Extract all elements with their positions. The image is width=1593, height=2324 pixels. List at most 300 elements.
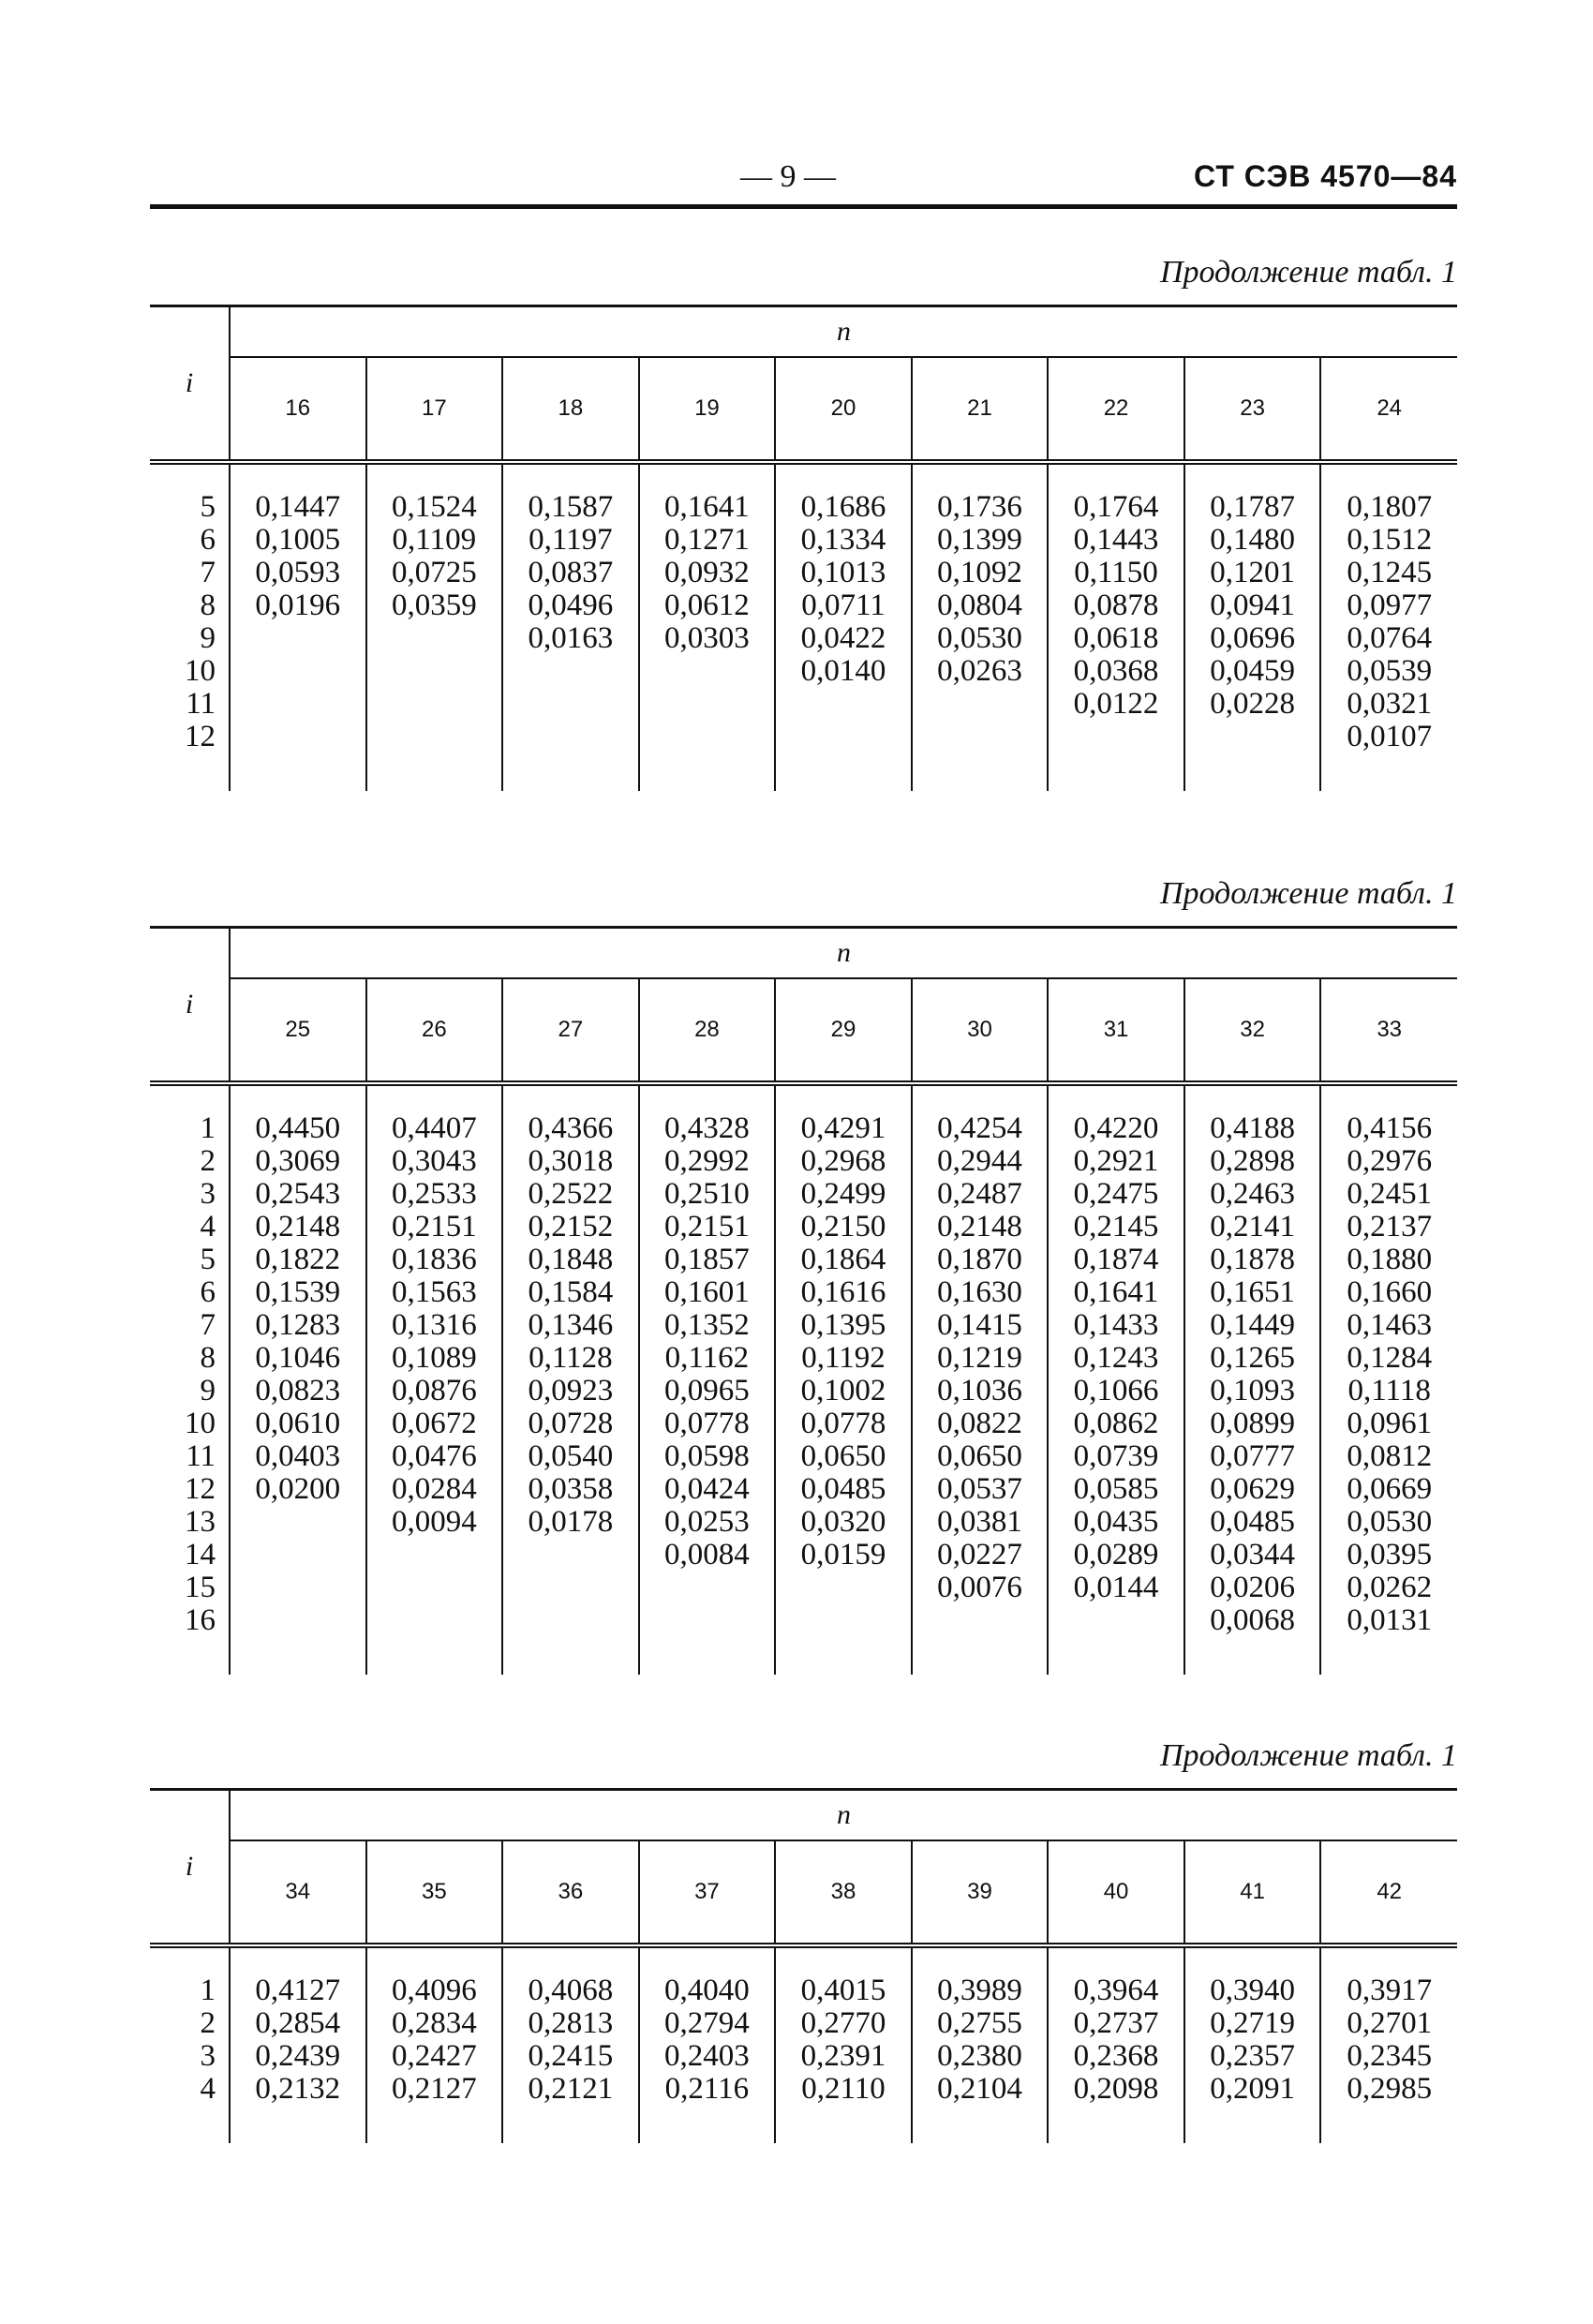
row-index-cell: 2 bbox=[200, 2006, 216, 2040]
value-cell: 0,1002 bbox=[775, 1375, 912, 1408]
value-cell: 0,2357 bbox=[1184, 2040, 1321, 2073]
value-cell: 0,0837 bbox=[502, 557, 639, 589]
value-cell: 0,0823 bbox=[230, 1375, 366, 1408]
row-index-cell: 1 bbox=[150, 1945, 230, 2007]
value-cell: 0,2150 bbox=[775, 1211, 912, 1244]
value-cell bbox=[366, 622, 503, 655]
value-cell: 0,1399 bbox=[912, 524, 1049, 557]
value-cell: 0,0303 bbox=[639, 622, 776, 655]
value-cell: 0,0977 bbox=[1320, 589, 1457, 622]
value-cell: 0,2968 bbox=[775, 1145, 912, 1178]
table-block bbox=[150, 926, 1457, 1675]
value-cell: 0,2543 bbox=[230, 1178, 366, 1211]
table-caption: Продолжение табл. 1 bbox=[1159, 255, 1457, 290]
value-cell bbox=[1048, 721, 1184, 791]
row-index-cell: 1 bbox=[150, 1083, 230, 1145]
value-cell: 0,0122 bbox=[1048, 688, 1184, 721]
value-cell: 0,0228 bbox=[1184, 688, 1321, 721]
value-cell: 0,0422 bbox=[775, 622, 912, 655]
value-cell: 0,0107 bbox=[1320, 721, 1457, 791]
value-cell: 0,0612 bbox=[639, 589, 776, 622]
row-label-header: i bbox=[150, 1790, 230, 1946]
data-table bbox=[150, 305, 1457, 791]
value-cell: 0,0650 bbox=[775, 1440, 912, 1473]
value-cell: 0,3940 bbox=[1184, 1945, 1321, 2007]
value-cell: 0,2770 bbox=[775, 2007, 912, 2040]
value-cell: 0,0540 bbox=[502, 1440, 639, 1473]
value-cell: 0,0593 bbox=[230, 557, 366, 589]
table-row bbox=[150, 2073, 1457, 2143]
value-cell: 0,1764 bbox=[1048, 462, 1184, 524]
value-cell: 0,0178 bbox=[502, 1506, 639, 1539]
value-cell: 0,1265 bbox=[1184, 1342, 1321, 1375]
table-row bbox=[150, 1440, 1457, 1473]
value-cell: 0,2145 bbox=[1048, 1211, 1184, 1244]
value-cell: 0,1864 bbox=[775, 1244, 912, 1276]
value-cell bbox=[775, 721, 912, 791]
value-cell bbox=[366, 1604, 503, 1675]
value-cell bbox=[502, 655, 639, 688]
value-cell: 0,0778 bbox=[775, 1408, 912, 1440]
value-cell: 0,1197 bbox=[502, 524, 639, 557]
value-cell bbox=[230, 1539, 366, 1572]
value-cell: 0,0530 bbox=[912, 622, 1049, 655]
table-row bbox=[150, 462, 1457, 524]
table-row bbox=[150, 655, 1457, 688]
value-cell bbox=[912, 721, 1049, 791]
value-cell: 0,0539 bbox=[1320, 655, 1457, 688]
value-cell: 0,1066 bbox=[1048, 1375, 1184, 1408]
value-cell: 0,3917 bbox=[1320, 1945, 1457, 2007]
value-cell: 0,0739 bbox=[1048, 1440, 1184, 1473]
table-row bbox=[150, 622, 1457, 655]
value-cell: 0,0403 bbox=[230, 1440, 366, 1473]
value-cell: 0,0899 bbox=[1184, 1408, 1321, 1440]
value-cell: 0,0878 bbox=[1048, 589, 1184, 622]
value-cell: 0,1128 bbox=[502, 1342, 639, 1375]
table-row bbox=[150, 1083, 1457, 1145]
value-cell: 0,0196 bbox=[230, 589, 366, 622]
column-header: 18 bbox=[502, 357, 639, 462]
value-cell bbox=[639, 721, 776, 791]
value-cell: 0,0435 bbox=[1048, 1506, 1184, 1539]
table-row bbox=[150, 1309, 1457, 1342]
value-cell: 0,1857 bbox=[639, 1244, 776, 1276]
value-cell: 0,1092 bbox=[912, 557, 1049, 589]
value-cell: 0,0764 bbox=[1320, 622, 1457, 655]
table-row bbox=[150, 1604, 1457, 1675]
value-cell: 0,1447 bbox=[230, 462, 366, 524]
value-cell bbox=[775, 688, 912, 721]
value-cell: 0,4366 bbox=[502, 1083, 639, 1145]
value-cell: 0,2116 bbox=[639, 2073, 776, 2143]
value-cell: 0,2701 bbox=[1320, 2007, 1457, 2040]
row-index-cell: 10 bbox=[185, 1407, 216, 1440]
column-header: 32 bbox=[1184, 978, 1321, 1083]
table-row bbox=[150, 1408, 1457, 1440]
row-index-cell: 8 bbox=[200, 1341, 216, 1375]
value-cell: 0,0263 bbox=[912, 655, 1049, 688]
value-cell: 0,0669 bbox=[1320, 1473, 1457, 1506]
value-cell bbox=[502, 1572, 639, 1604]
value-cell bbox=[639, 655, 776, 688]
column-header: 29 bbox=[775, 978, 912, 1083]
value-cell: 0,0262 bbox=[1320, 1572, 1457, 1604]
value-cell: 0,0923 bbox=[502, 1375, 639, 1408]
value-cell: 0,0941 bbox=[1184, 589, 1321, 622]
value-cell: 0,2487 bbox=[912, 1178, 1049, 1211]
value-cell: 0,0368 bbox=[1048, 655, 1184, 688]
value-cell bbox=[639, 688, 776, 721]
table-caption: Продолжение табл. 1 bbox=[1159, 1738, 1457, 1773]
column-group-header: n bbox=[230, 306, 1457, 358]
value-cell: 0,1601 bbox=[639, 1276, 776, 1309]
value-cell: 0,0253 bbox=[639, 1506, 776, 1539]
value-cell: 0,0822 bbox=[912, 1408, 1049, 1440]
value-cell: 0,2854 bbox=[230, 2007, 366, 2040]
value-cell: 0,0206 bbox=[1184, 1572, 1321, 1604]
column-header: 17 bbox=[366, 357, 503, 462]
value-cell: 0,0144 bbox=[1048, 1572, 1184, 1604]
value-cell: 0,0459 bbox=[1184, 655, 1321, 688]
column-header: 34 bbox=[285, 1879, 311, 1904]
value-cell bbox=[366, 655, 503, 688]
row-index-cell: 5 bbox=[150, 462, 230, 524]
value-cell: 0,2921 bbox=[1048, 1145, 1184, 1178]
column-header: 36 bbox=[502, 1840, 639, 1945]
column-header: 26 bbox=[366, 978, 503, 1083]
value-cell: 0,2834 bbox=[366, 2007, 503, 2040]
value-cell: 0,2141 bbox=[1184, 1211, 1321, 1244]
column-header-row bbox=[150, 1840, 1457, 1945]
value-cell: 0,0728 bbox=[502, 1408, 639, 1440]
column-group-header: n bbox=[230, 928, 1457, 979]
value-cell: 0,1736 bbox=[912, 462, 1049, 524]
value-cell: 0,2127 bbox=[366, 2073, 503, 2143]
value-cell: 0,1584 bbox=[502, 1276, 639, 1309]
value-cell: 0,4450 bbox=[230, 1083, 366, 1145]
row-index-cell: 2 bbox=[200, 1144, 216, 1178]
value-cell: 0,0084 bbox=[639, 1539, 776, 1572]
value-cell: 0,1443 bbox=[1048, 524, 1184, 557]
column-header: 19 bbox=[639, 357, 776, 462]
table-row bbox=[150, 2007, 1457, 2040]
row-index-cell: 9 bbox=[200, 621, 216, 655]
value-cell: 0,2151 bbox=[639, 1211, 776, 1244]
row-label-header: i bbox=[150, 928, 230, 1084]
row-index-cell: 6 bbox=[200, 1275, 216, 1309]
column-header: 23 bbox=[1184, 357, 1321, 462]
value-cell: 0,2427 bbox=[366, 2040, 503, 2073]
value-cell: 0,0965 bbox=[639, 1375, 776, 1408]
table-row bbox=[150, 1375, 1457, 1408]
value-cell: 0,1480 bbox=[1184, 524, 1321, 557]
value-cell: 0,3043 bbox=[366, 1145, 503, 1178]
column-header: 31 bbox=[1048, 978, 1184, 1083]
table-row bbox=[150, 1506, 1457, 1539]
value-cell: 0,1271 bbox=[639, 524, 776, 557]
value-cell: 0,0395 bbox=[1320, 1539, 1457, 1572]
row-index-cell: 16 bbox=[185, 1603, 216, 1637]
value-cell: 0,0725 bbox=[366, 557, 503, 589]
value-cell: 0,3989 bbox=[912, 1945, 1049, 2007]
table-row bbox=[150, 688, 1457, 721]
value-cell: 0,2345 bbox=[1320, 2040, 1457, 2073]
value-cell: 0,2098 bbox=[1048, 2073, 1184, 2143]
column-header: 22 bbox=[1048, 357, 1184, 462]
table-row bbox=[150, 1244, 1457, 1276]
row-index-cell: 12 bbox=[185, 1472, 216, 1506]
value-cell: 0,0076 bbox=[912, 1572, 1049, 1604]
value-cell: 0,3964 bbox=[1048, 1945, 1184, 2007]
value-cell: 0,2719 bbox=[1184, 2007, 1321, 2040]
value-cell: 0,0476 bbox=[366, 1440, 503, 1473]
value-cell: 0,1433 bbox=[1048, 1309, 1184, 1342]
value-cell bbox=[639, 1572, 776, 1604]
value-cell: 0,1089 bbox=[366, 1342, 503, 1375]
value-cell: 0,0094 bbox=[366, 1506, 503, 1539]
value-cell: 0,1109 bbox=[366, 524, 503, 557]
row-index-cell: 15 bbox=[185, 1571, 216, 1604]
data-table bbox=[150, 1788, 1457, 2143]
column-header: 38 bbox=[775, 1840, 912, 1945]
value-cell: 0,1046 bbox=[230, 1342, 366, 1375]
value-cell: 0,1848 bbox=[502, 1244, 639, 1276]
value-cell: 0,1346 bbox=[502, 1309, 639, 1342]
column-header: 42 bbox=[1320, 1840, 1457, 1945]
value-cell: 0,1660 bbox=[1320, 1276, 1457, 1309]
value-cell: 0,0358 bbox=[502, 1473, 639, 1506]
value-cell: 0,2499 bbox=[775, 1178, 912, 1211]
header-rule bbox=[150, 204, 1457, 209]
value-cell: 0,0289 bbox=[1048, 1539, 1184, 1572]
value-cell: 0,2755 bbox=[912, 2007, 1049, 2040]
column-header: 24 bbox=[1320, 357, 1457, 462]
value-cell: 0,1616 bbox=[775, 1276, 912, 1309]
value-cell: 0,4127 bbox=[230, 1945, 366, 2007]
row-index-cell: 5 bbox=[200, 1243, 216, 1276]
value-cell: 0,1013 bbox=[775, 557, 912, 589]
value-cell: 0,2944 bbox=[912, 1145, 1049, 1178]
value-cell: 0,1807 bbox=[1320, 462, 1457, 524]
value-cell: 0,1563 bbox=[366, 1276, 503, 1309]
value-cell: 0,2148 bbox=[912, 1211, 1049, 1244]
value-cell: 0,2451 bbox=[1320, 1178, 1457, 1211]
document-code: СТ СЭВ 4570—84 bbox=[1194, 159, 1457, 193]
value-cell: 0,1641 bbox=[1048, 1276, 1184, 1309]
value-cell: 0,2148 bbox=[230, 1211, 366, 1244]
table-row bbox=[150, 1473, 1457, 1506]
value-cell: 0,0610 bbox=[230, 1408, 366, 1440]
value-cell: 0,0812 bbox=[1320, 1440, 1457, 1473]
column-header: 20 bbox=[775, 357, 912, 462]
value-cell: 0,3069 bbox=[230, 1145, 366, 1178]
row-index-cell: 3 bbox=[200, 2039, 216, 2073]
value-cell bbox=[230, 622, 366, 655]
value-cell: 0,0424 bbox=[639, 1473, 776, 1506]
column-header-row bbox=[150, 357, 1457, 462]
value-cell: 0,2898 bbox=[1184, 1145, 1321, 1178]
column-header: 37 bbox=[639, 1840, 776, 1945]
value-cell bbox=[366, 1539, 503, 1572]
value-cell: 0,0284 bbox=[366, 1473, 503, 1506]
value-cell: 0,2415 bbox=[502, 2040, 639, 2073]
value-cell bbox=[775, 1572, 912, 1604]
table-row bbox=[150, 557, 1457, 589]
value-cell: 0,4188 bbox=[1184, 1083, 1321, 1145]
value-cell: 0,3018 bbox=[502, 1145, 639, 1178]
column-header: 16 bbox=[285, 395, 311, 421]
row-index-cell: 9 bbox=[200, 1374, 216, 1408]
value-cell: 0,1630 bbox=[912, 1276, 1049, 1309]
row-index-cell: 12 bbox=[185, 720, 216, 753]
value-cell: 0,2976 bbox=[1320, 1145, 1457, 1178]
value-cell bbox=[366, 688, 503, 721]
value-cell: 0,1036 bbox=[912, 1375, 1049, 1408]
value-cell: 0,1283 bbox=[230, 1309, 366, 1342]
row-index-cell: 4 bbox=[200, 2072, 216, 2106]
value-cell: 0,1641 bbox=[639, 462, 776, 524]
value-cell: 0,0804 bbox=[912, 589, 1049, 622]
value-cell: 0,1836 bbox=[366, 1244, 503, 1276]
value-cell: 0,1093 bbox=[1184, 1375, 1321, 1408]
value-cell: 0,0862 bbox=[1048, 1408, 1184, 1440]
row-index-cell: 11 bbox=[186, 687, 216, 721]
value-cell: 0,2368 bbox=[1048, 2040, 1184, 2073]
row-index-cell: 6 bbox=[200, 523, 216, 557]
value-cell: 0,1539 bbox=[230, 1276, 366, 1309]
value-cell bbox=[230, 688, 366, 721]
value-cell: 0,1449 bbox=[1184, 1309, 1321, 1342]
table-row bbox=[150, 1342, 1457, 1375]
value-cell: 0,0496 bbox=[502, 589, 639, 622]
value-cell bbox=[1184, 721, 1321, 791]
value-cell: 0,0163 bbox=[502, 622, 639, 655]
value-cell: 0,1316 bbox=[366, 1309, 503, 1342]
value-cell: 0,2463 bbox=[1184, 1178, 1321, 1211]
value-cell bbox=[230, 655, 366, 688]
value-cell: 0,0629 bbox=[1184, 1473, 1321, 1506]
column-header: 33 bbox=[1320, 978, 1457, 1083]
value-cell: 0,1512 bbox=[1320, 524, 1457, 557]
value-cell: 0,1005 bbox=[230, 524, 366, 557]
column-group-header: n bbox=[230, 1790, 1457, 1841]
value-cell bbox=[912, 1604, 1049, 1675]
table-row bbox=[150, 721, 1457, 791]
value-cell: 0,0227 bbox=[912, 1539, 1049, 1572]
table-row bbox=[150, 1145, 1457, 1178]
value-cell: 0,0777 bbox=[1184, 1440, 1321, 1473]
value-cell: 0,0618 bbox=[1048, 622, 1184, 655]
table-row bbox=[150, 1572, 1457, 1604]
value-cell: 0,1118 bbox=[1320, 1375, 1457, 1408]
column-header: 35 bbox=[366, 1840, 503, 1945]
value-cell: 0,1245 bbox=[1320, 557, 1457, 589]
value-cell bbox=[502, 1604, 639, 1675]
value-cell: 0,4407 bbox=[366, 1083, 503, 1145]
value-cell: 0,0876 bbox=[366, 1375, 503, 1408]
value-cell bbox=[366, 721, 503, 791]
table-row bbox=[150, 2040, 1457, 2073]
value-cell: 0,0696 bbox=[1184, 622, 1321, 655]
value-cell: 0,1334 bbox=[775, 524, 912, 557]
value-cell: 0,2533 bbox=[366, 1178, 503, 1211]
value-cell: 0,2992 bbox=[639, 1145, 776, 1178]
value-cell: 0,2985 bbox=[1320, 2073, 1457, 2143]
value-cell: 0,0140 bbox=[775, 655, 912, 688]
value-cell: 0,1395 bbox=[775, 1309, 912, 1342]
value-cell: 0,4254 bbox=[912, 1083, 1049, 1145]
value-cell: 0,0530 bbox=[1320, 1506, 1457, 1539]
value-cell: 0,4328 bbox=[639, 1083, 776, 1145]
value-cell: 0,2132 bbox=[230, 2073, 366, 2143]
table-row bbox=[150, 1178, 1457, 1211]
row-label-header: i bbox=[150, 306, 230, 463]
table-block bbox=[150, 305, 1457, 791]
value-cell: 0,1878 bbox=[1184, 1244, 1321, 1276]
value-cell bbox=[502, 688, 639, 721]
value-cell: 0,1686 bbox=[775, 462, 912, 524]
value-cell: 0,1243 bbox=[1048, 1342, 1184, 1375]
value-cell: 0,0159 bbox=[775, 1539, 912, 1572]
value-cell: 0,0778 bbox=[639, 1408, 776, 1440]
value-cell: 0,1524 bbox=[366, 462, 503, 524]
value-cell: 0,4040 bbox=[639, 1945, 776, 2007]
value-cell: 0,1192 bbox=[775, 1342, 912, 1375]
table-row bbox=[150, 1945, 1457, 2007]
value-cell: 0,2522 bbox=[502, 1178, 639, 1211]
row-index-cell: 4 bbox=[200, 1210, 216, 1244]
value-cell: 0,2391 bbox=[775, 2040, 912, 2073]
table-caption: Продолжение табл. 1 bbox=[1159, 876, 1457, 911]
value-cell: 0,1787 bbox=[1184, 462, 1321, 524]
column-header: 25 bbox=[285, 1017, 311, 1042]
value-cell: 0,2439 bbox=[230, 2040, 366, 2073]
value-cell: 0,2137 bbox=[1320, 1211, 1457, 1244]
value-cell bbox=[366, 1572, 503, 1604]
value-cell: 0,4291 bbox=[775, 1083, 912, 1145]
row-index-cell: 8 bbox=[200, 588, 216, 622]
value-cell: 0,2737 bbox=[1048, 2007, 1184, 2040]
value-cell bbox=[502, 721, 639, 791]
page-header bbox=[150, 150, 1457, 206]
value-cell: 0,4156 bbox=[1320, 1083, 1457, 1145]
value-cell: 0,2510 bbox=[639, 1178, 776, 1211]
value-cell: 0,0321 bbox=[1320, 688, 1457, 721]
value-cell bbox=[775, 1604, 912, 1675]
value-cell: 0,1284 bbox=[1320, 1342, 1457, 1375]
value-cell: 0,0381 bbox=[912, 1506, 1049, 1539]
value-cell: 0,2110 bbox=[775, 2073, 912, 2143]
value-cell bbox=[230, 1506, 366, 1539]
value-cell bbox=[1048, 1604, 1184, 1675]
row-index-cell: 14 bbox=[185, 1538, 216, 1572]
value-cell: 0,4220 bbox=[1048, 1083, 1184, 1145]
value-cell: 0,2151 bbox=[366, 1211, 503, 1244]
column-header: 27 bbox=[502, 978, 639, 1083]
value-cell: 0,0068 bbox=[1184, 1604, 1321, 1675]
value-cell: 0,1162 bbox=[639, 1342, 776, 1375]
value-cell bbox=[502, 1539, 639, 1572]
table-row bbox=[150, 524, 1457, 557]
value-cell: 0,1880 bbox=[1320, 1244, 1457, 1276]
value-cell: 0,1219 bbox=[912, 1342, 1049, 1375]
value-cell: 0,1870 bbox=[912, 1244, 1049, 1276]
value-cell: 0,0672 bbox=[366, 1408, 503, 1440]
value-cell: 0,4015 bbox=[775, 1945, 912, 2007]
value-cell: 0,2813 bbox=[502, 2007, 639, 2040]
value-cell: 0,0320 bbox=[775, 1506, 912, 1539]
